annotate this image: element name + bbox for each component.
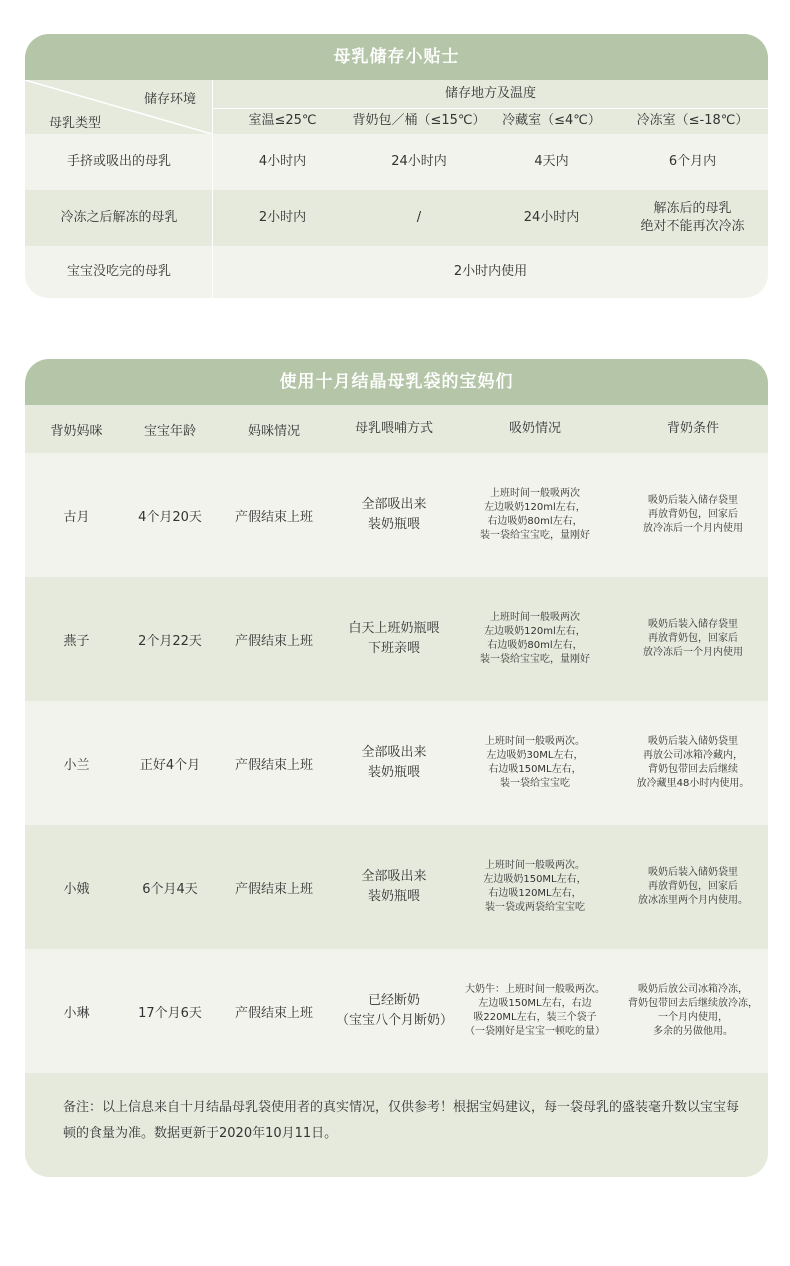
storage-condition: 吸奶后装入储存袋里 再放背奶包，回家后 放冷冻后一个月内使用 [643, 495, 743, 534]
footnote: 备注：以上信息来自十月结晶母乳袋使用者的真实情况，仅供参考！根据宝妈建议，每一袋母乳的盛装毫升数以宝宝每顿的食量为准。数据更新于2020年10月11日。 [63, 1100, 740, 1141]
table-cell: / [416, 210, 422, 225]
table-row [25, 577, 768, 701]
mom-status: 产假结束上班 [234, 509, 313, 525]
table-row [25, 246, 768, 298]
mom-status: 产假结束上班 [234, 633, 313, 649]
table-cell: 24小时内 [523, 210, 580, 225]
pumping-info: 上班时间一般吸两次 左边吸奶120ml左右， 右边吸奶80ml左右， 装一袋给宝宝吃，量刚好 [480, 488, 590, 541]
table-cell: 24小时内 [391, 154, 447, 169]
corner-top-label: 储存环境 [143, 92, 196, 107]
table-cell: 6个月内 [668, 154, 717, 169]
mom-status: 产假结束上班 [234, 881, 313, 897]
table-row [25, 134, 768, 190]
baby-age: 6个月4天 [142, 881, 198, 897]
table-cell: 2小时内 [258, 210, 307, 225]
col-header: 吸奶情况 [508, 421, 561, 436]
pumping-info: 上班时间一般吸两次。 左边吸奶150ML左右， 右边吸120ML左右， 装一袋或两袋给宝宝吃 [483, 860, 587, 913]
row-label: 冷冻之后解冻的母乳 [60, 210, 178, 225]
mom-name: 燕子 [63, 633, 90, 649]
storage-tips-card [25, 34, 768, 298]
row-label: 宝宝没吃完的母乳 [66, 264, 171, 279]
col-header-freezer: 冷冻室（≤-18℃） [636, 113, 749, 128]
storage-tips-title: 母乳储存小贴士 [25, 34, 768, 80]
col-header: 宝宝年龄 [143, 423, 196, 439]
baby-age: 4个月20天 [138, 509, 202, 525]
baby-age: 2个月22天 [138, 633, 202, 649]
storage-condition: 吸奶后装入储奶袋里 再放公司冰箱冷藏内， 背奶包带回去后继续 放冷藏里48小时内使用。 [636, 736, 750, 789]
feeding-method: 全部吸出来 装奶瓶喂 [361, 869, 427, 904]
table-row [25, 701, 768, 825]
pumping-info: 上班时间一般吸两次 左边吸奶120ml左右， 右边吸奶80ml左右， 装一袋给宝宝吃，量刚好 [480, 612, 590, 665]
col-header: 母乳喂哺方式 [354, 421, 433, 436]
merged-cell: 2小时内使用 [453, 264, 528, 279]
mom-name: 小娥 [63, 881, 90, 897]
col-header-cooler: 背奶包／桶（≤15℃） [352, 113, 486, 128]
storage-condition: 吸奶后装入储奶袋里 再放背奶包，回家后 放冰冻里两个月内使用。 [638, 867, 748, 906]
row-label: 手挤或吸出的母乳 [66, 154, 171, 169]
mom-status: 产假结束上班 [234, 1005, 313, 1021]
table-row [25, 825, 768, 949]
table-row [25, 190, 768, 246]
col-header-room: 室温≤25℃ [248, 113, 317, 128]
pumping-info: 上班时间一般吸两次。 左边吸奶30ML左右， 右边吸150ML左右， 装一袋给宝宝吃 [485, 736, 585, 789]
baby-age: 正好4个月 [139, 757, 201, 773]
storage-condition: 吸奶后装入储存袋里 再放背奶包，回家后 放冷冻后一个月内使用 [643, 619, 743, 658]
moms-table-header [25, 405, 768, 453]
col-header: 背奶妈咪 [50, 423, 103, 439]
col-header: 背奶条件 [666, 421, 719, 436]
table-cell: 4小时内 [258, 154, 307, 169]
baby-age: 17个月6天 [138, 1005, 202, 1021]
corner-bottom-label: 母乳类型 [49, 116, 102, 131]
mom-name: 小兰 [63, 757, 90, 773]
table-cell: 4天内 [534, 154, 569, 169]
table-row [25, 453, 768, 577]
storage-condition: 吸奶后放公司冰箱冷冻， 背奶包带回去后继续放冷冻， 一个月内使用， 多余的另做他用。 [628, 984, 758, 1037]
col-header: 妈咪情况 [247, 423, 300, 439]
mom-name: 古月 [63, 509, 90, 525]
feeding-method: 全部吸出来 装奶瓶喂 [361, 745, 427, 780]
feeding-method: 已经断奶 （宝宝八个月断奶） [336, 993, 454, 1028]
feeding-method: 全部吸出来 装奶瓶喂 [361, 497, 427, 532]
pumping-info: 大奶牛：上班时间一般吸两次。 左边吸150ML左右，右边 吸220ML左右，装三个袋子 （一袋刚好是宝宝一顿吃的量） [465, 984, 605, 1037]
mom-name: 小琳 [63, 1005, 90, 1021]
table-cell: 解冻后的母乳 绝对不能再次冷冻 [640, 201, 745, 234]
mom-status: 产假结束上班 [234, 757, 313, 773]
table-row [25, 949, 768, 1073]
moms-title: 使用十月结晶母乳袋的宝妈们 [25, 359, 768, 405]
group-header: 储存地方及温度 [444, 86, 536, 101]
moms-card [25, 359, 768, 1177]
feeding-method: 白天上班奶瓶喂 下班亲喂 [348, 621, 440, 656]
col-header-fridge: 冷藏室（≤4℃） [502, 113, 601, 128]
